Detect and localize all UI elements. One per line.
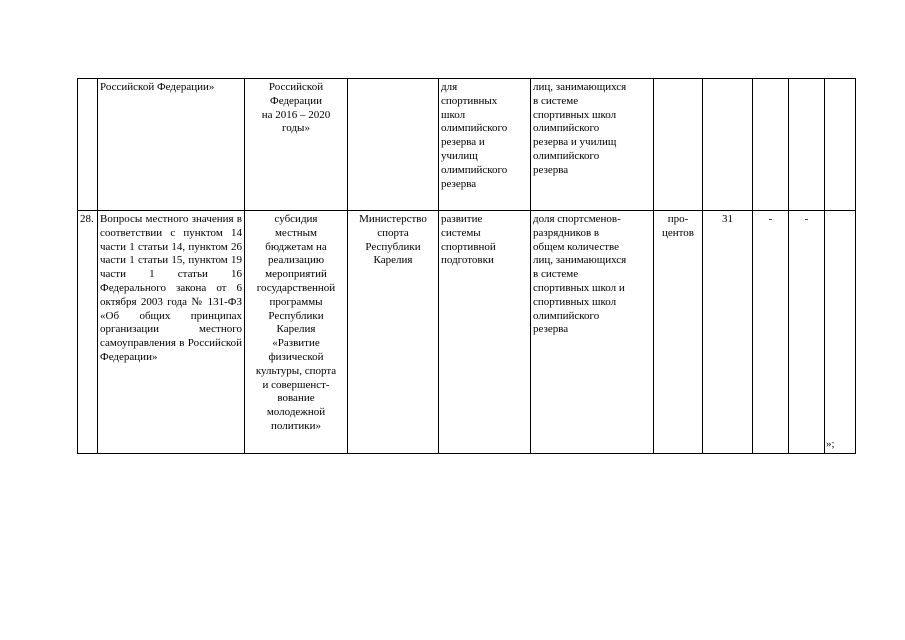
table-cell: Вопросы местного значения в соответствии с пунктом 14 части 1 статьи 14, пунктом 26 части 1 статьи 15, пунктом 19 части 1 статьи 16 Федерального закона от 6 октября 2003 года № 131-ФЗ «Об общих принципах организации местного самоуправления в Российской Федерации» [98,211,245,454]
data-table [77,78,856,454]
table-cell: развитие системы спортивной подготовки [439,211,531,454]
table-cell: - [753,211,789,454]
table-row [78,79,856,211]
table-cell [789,79,825,211]
table-cell: Российской Федерации на 2016 – 2020 годы» [245,79,348,211]
table-cell: про- центов [654,211,703,454]
table-row [78,211,856,454]
table-cell: - [789,211,825,454]
table-cell: лиц, занимающихся в системе спортивных школ олимпийского резерва и училищ олимпийского резерва [531,79,654,211]
table-cell: Российской Федерации» [98,79,245,211]
table-cell [825,79,856,211]
table-cell [753,79,789,211]
table-cell: доля спортсменов- разрядников в общем количестве лиц, занимающихся в системе спортивных школ и спортивных школ олимпийского резерва [531,211,654,454]
table-cell: для спортивных школ олимпийского резерва и училищ олимпийского резерва [439,79,531,211]
table-cell [703,79,753,211]
table-cell [348,79,439,211]
table-cell: субсидия местным бюджетам на реализацию мероприятий государственной программы Республики Карелия «Развитие физической культуры, спорта и совершенст- вование молодежной политики» [245,211,348,454]
row-number: 28. [78,211,98,454]
table-cell: 31 [703,211,753,454]
table-cell [825,211,856,454]
table-cell [654,79,703,211]
closing-quote-mark: »; [826,438,835,450]
table-cell: Министерство спорта Республики Карелия [348,211,439,454]
table-cell [78,79,98,211]
